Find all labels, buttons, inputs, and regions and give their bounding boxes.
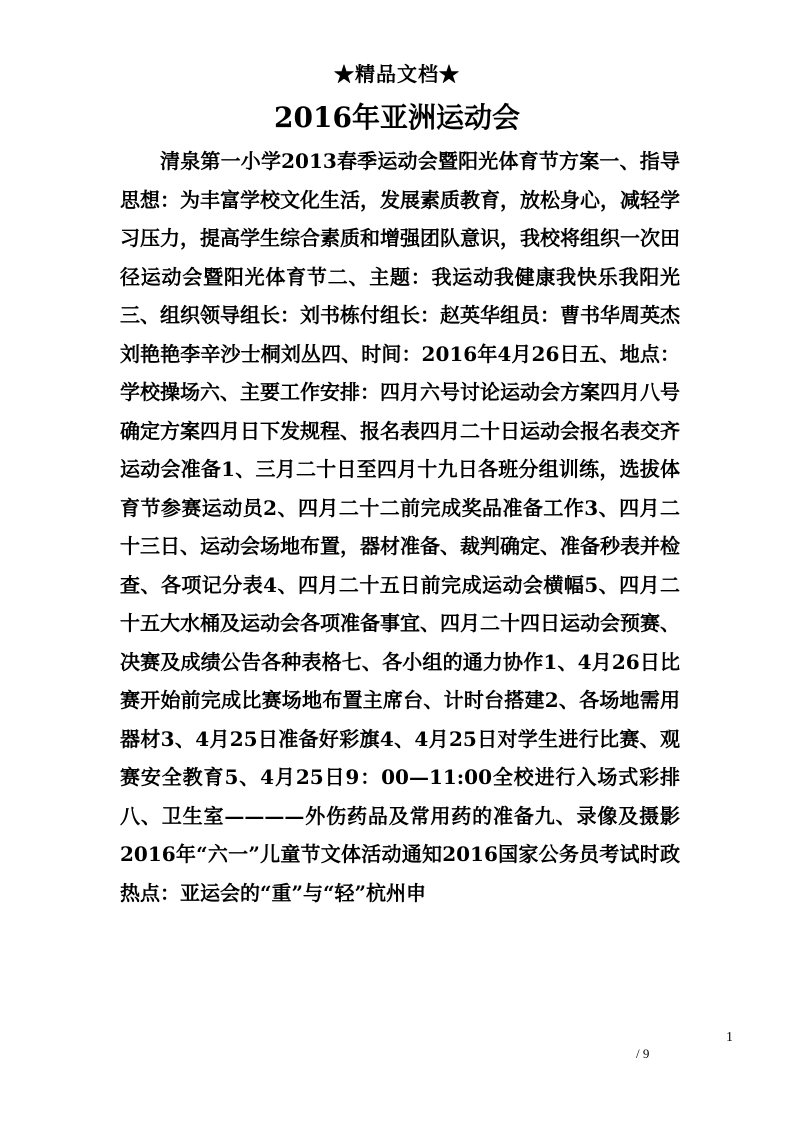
document-header-label: ★精品文档★ — [334, 62, 460, 86]
document-body-paragraph: 清泉第一小学2013春季运动会暨阳光体育节方案一、指导思想：为丰富学校文化生活，发展素质教育，放松身心，减轻学习压力，提高学生综合素质和增强团队意识，我校将组织一次田径运动会暨阳光体育节二、主题：我运动我健康我快乐我阳光三、组织领导组长：刘书栋付组长：赵英华组员：曹书华周英杰刘艳艳李辛沙士桐刘丛四、时间：2016年4月26日五、地点：学校操场六、主要工作安排：四月六号讨论运动会方案四月八号确定方案四月日下发规程、报名表四月二十日运动会报名表交齐运动会准备1、三月二十日至四月十九日各班分组训练，选拔体育节参赛运动员2、四月二十二前完成奖品准备工作3、四月二十三日、运动会场地布置，器材准备、裁判确定、准备秒表并检查、各项记分表4、四月二十五日前完成运动会横幅5、四月二十五大水桶及运动会各项准备事宜、四月二十四日运动会预赛、决赛及成绩公告各种表格七、各小组的通力协作1、4月26日比赛开始前完成比赛场地布置主席台、计时台搭建2、各场地需用器材3、4月25日准备好彩旗4、4月25日对学生进行比赛、观赛安全教育5、4月25日9：00—11:00全校进行入场式彩排八、卫生室————外伤药品及常用药的准备九、录像及摄影2016年“六一”儿童节文体活动通知2016国家公务员考试时政热点：亚运会的“重”与“轻”杭州申 — [120, 149, 680, 905]
page-total: / 9 — [636, 1046, 650, 1061]
page-number: 1 — [726, 1030, 733, 1045]
document-title: 2016年亚洲运动会 — [274, 101, 520, 134]
